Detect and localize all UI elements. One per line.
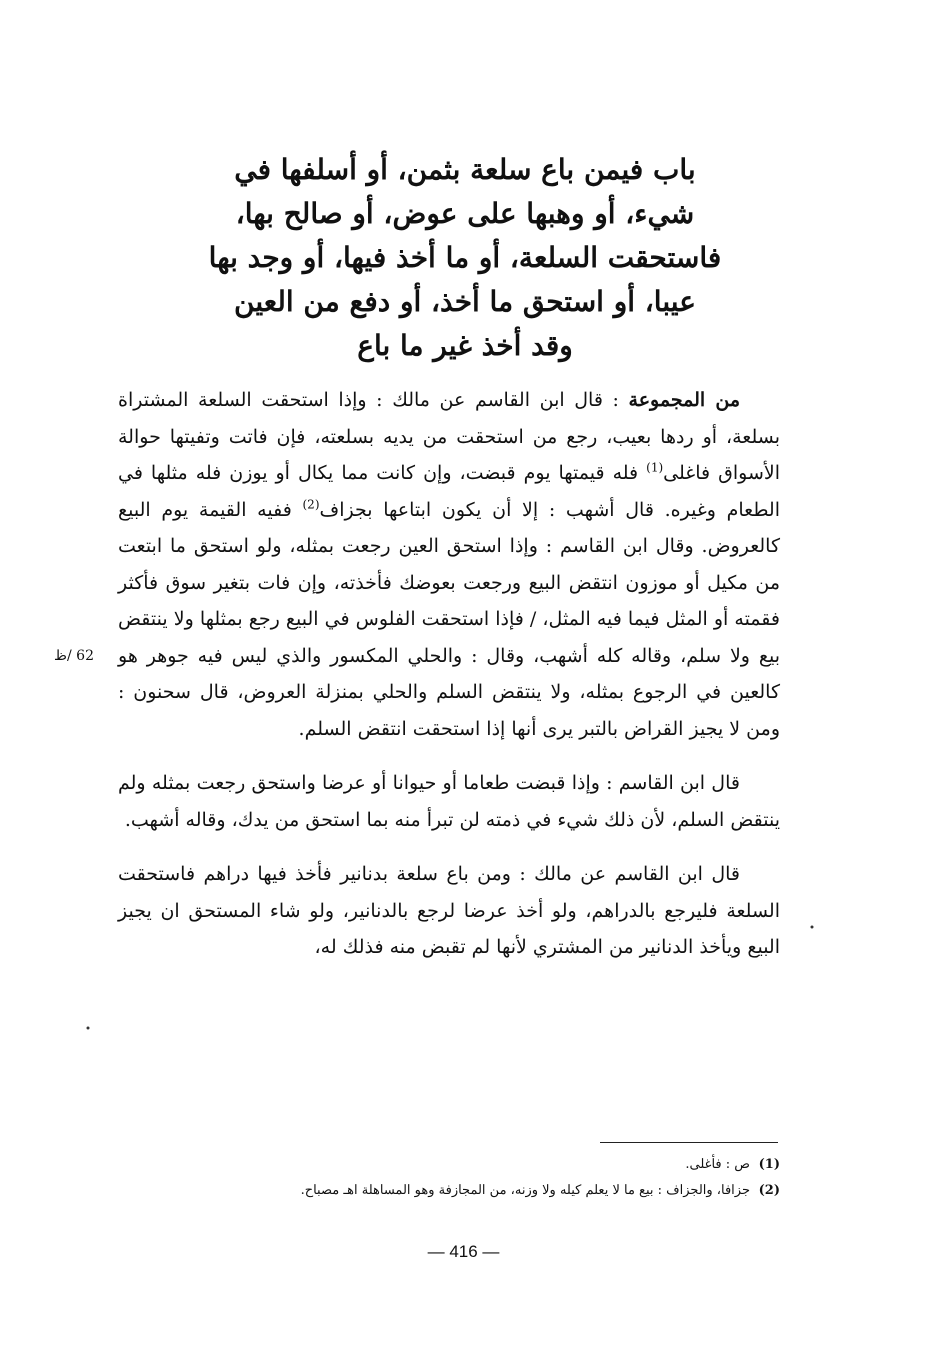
title-line: باب فيمن باع سلعة بثمن، أو أسلفها في [234, 153, 696, 186]
paragraph-text: ففيه القيمة يوم البيع كالعروض. وقال ابن القاسم : وإذا استحق العين رجعت بمثله، ولو استحق ما ابتعت من مكيل أو موزون انتقض البيع ورجعت بعوضك فأخذته، وإن فات بتغير سوق فأكثر فقمته أو المثل فيما فيه المثل، / فإذا استحقت الفلوس في البيع رجع بمثلها ولا ينتقض بيع ولا سلم، وقاله كله أشهب، وقال : والحلي المكسور والذي ليس فيه جوهر هو كالعين في الرجوع بمثله، ولا ينتقض السلم والحلي بمنزلة العروض، قال سحنون : ومن لا يجيز القراض بالتبر يرى أنها إذا استحقت انتقض السلم. [118, 498, 780, 740]
footnote-number: (1) [758, 1157, 780, 1172]
footnote-ref: (1) [646, 460, 664, 475]
page-number: — 416 — [427, 1242, 500, 1261]
speck [87, 1027, 90, 1030]
footnote-text: ص : فأغلى. [685, 1157, 750, 1172]
title-line: عيبا، أو استحق ما أخذ، أو دفع من العين [234, 285, 696, 318]
source-label: من المجموعة [628, 389, 740, 411]
footnote-text: جزافا، والجزاف : بيع ما لا يعلم كيله ولا وزنه، من المجازفة وهو المساهلة اهـ مصباح. [300, 1183, 750, 1198]
paragraph: قال ابن القاسم : وإذا قبضت طعاما أو حيوانا أو عرضا واستحق رجعت بمثله ولم ينتقض السلم، لأن ذلك شيء في ذمته لن تبرأ منه بما استحق من يدك، وقاله أشهب. [118, 772, 780, 831]
title-line: وقد أخذ غير ما باع [357, 329, 573, 362]
speck [811, 926, 814, 929]
footnote-ref: (2) [302, 497, 320, 512]
title-line: شيء، أو وهبها على عوض، أو صالح بها، [235, 197, 695, 230]
paragraph-text: : قال ابن القاسم عن مالك : وإذا استحقت السلعة المشتراة بسلعة، أو ردها بعيب، رجع من استحقت من يديه بسلعته، فإن فاتت وتفيتها حوالة الأسواق فاغلى [118, 389, 780, 484]
footnote-number: (2) [758, 1183, 780, 1198]
title-line: فاستحقت السلعة، أو ما أخذ فيها، أو وجد بها [208, 241, 722, 274]
paragraph: قال ابن القاسم عن مالك : ومن باع سلعة بدنانير فأخذ فيها دراهم فاستحقت السلعة فليرجع بالدراهم، ولو أخذ عرضا لرجع بالدنانير، ولو شاء المستحق ان يجيز البيع ويأخذ الدنانير من المشتري لأنها لم تقبض منه فذلك له، [118, 863, 780, 958]
paragraph-text: فله قيمتها يوم قبضت، وإن كانت مما يكال أو يوزن فله مثلها في الطعام وغيره. قال أشهب : إلا أن يكون ابتاعها بجزاف [118, 462, 780, 521]
manuscript-folio-marker: 62 /ظ [54, 648, 94, 664]
